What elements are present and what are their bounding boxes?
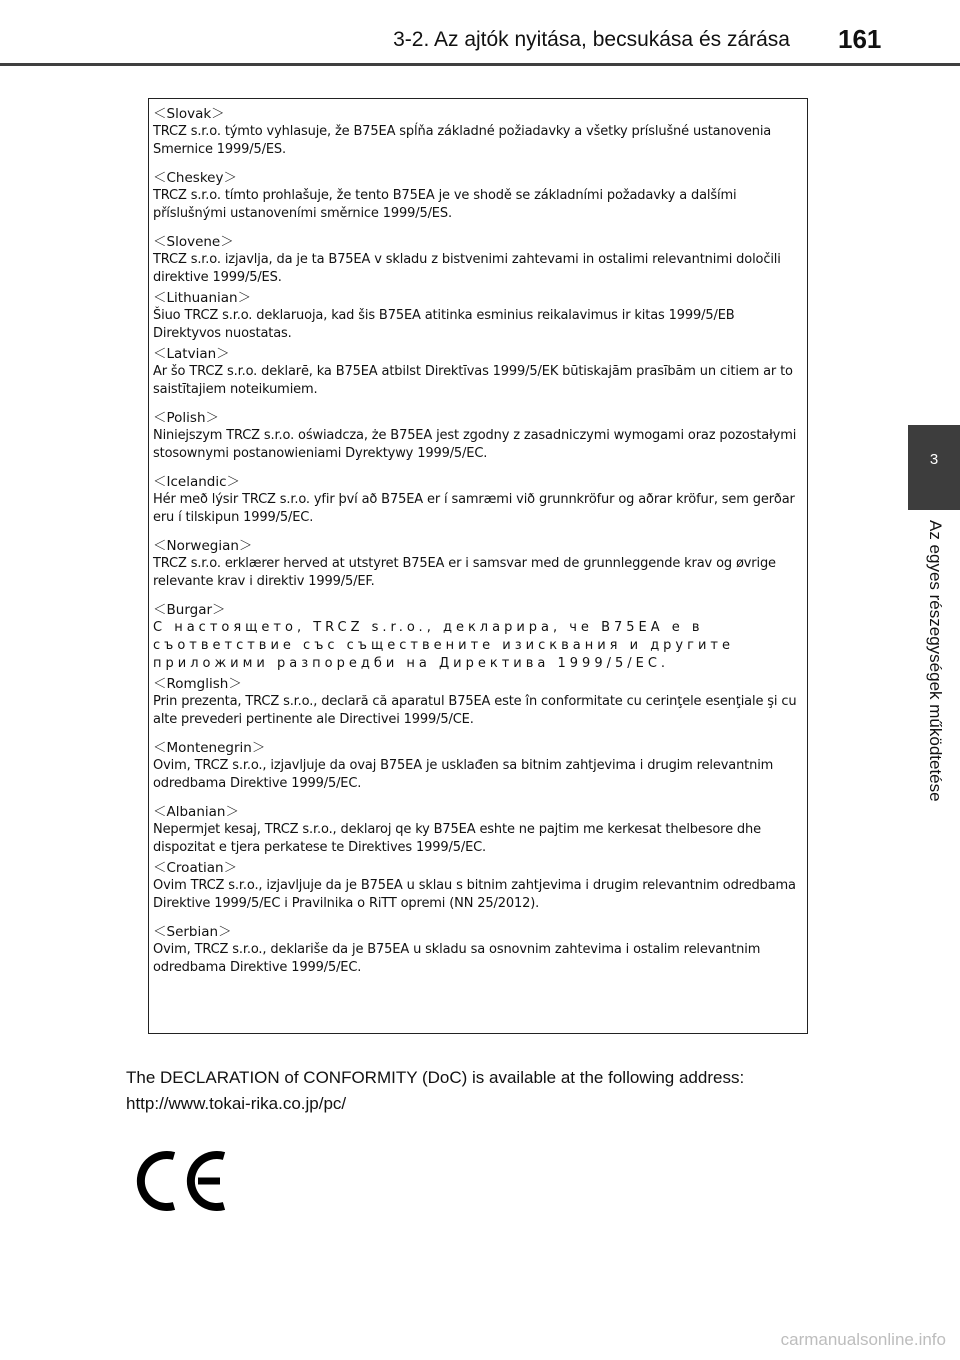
declaration-text: Nepermjet kesaj, TRCZ s.r.o., deklaroj qe ky B75EA eshte ne pajtim me kerkesat thelbesore dhe dispozitat e tjera perkatese te Direktives 1999/5/EC. bbox=[153, 822, 761, 855]
declaration-language: ＜Romglish＞ bbox=[153, 676, 242, 692]
ce-mark-icon bbox=[136, 1148, 232, 1219]
page-header-title: 3-2. Az ajtók nyitása, becsukása és zárása bbox=[393, 28, 790, 51]
declaration-language: ＜Icelandic＞ bbox=[153, 474, 241, 490]
chapter-tab bbox=[908, 425, 960, 510]
declaration-text: TRCZ s.r.o. týmto vyhlasuje, že B75EA spĺňa základné požiadavky a všetky príslušné ustanovenia Smernice 1999/5/ES. bbox=[153, 124, 772, 157]
declaration-language: ＜Albanian＞ bbox=[153, 804, 239, 820]
declaration-text: TRCZ s.r.o. tímto prohlašuje, že tento B75EA je ve shodě se základními požadavky a dalšími příslušnými ustanoveními směrnice 1999/5/ES. bbox=[153, 188, 737, 221]
declaration-language: ＜Slovene＞ bbox=[153, 234, 234, 250]
declaration-text: TRCZ s.r.o. erklærer herved at utstyret B75EA er i samsvar med de grunnleggende krav og øvrige relevante krav i direktiv 1999/5/EF. bbox=[153, 556, 776, 589]
declaration-language: ＜Lithuanian＞ bbox=[153, 290, 252, 306]
declaration-language: ＜Norwegian＞ bbox=[153, 538, 253, 554]
declaration-lithuanian bbox=[153, 289, 803, 343]
declaration-romglish bbox=[153, 675, 803, 729]
declaration-burgar bbox=[153, 601, 803, 673]
declaration-text: TRCZ s.r.o. izjavlja, da je ta B75EA v skladu z bistvenimi zahtevami in ostalimi relevantnimi določili direktive 1999/5/ES. bbox=[153, 252, 781, 285]
declaration-language: ＜Cheskey＞ bbox=[153, 170, 237, 186]
declaration-language: ＜Latvian＞ bbox=[153, 346, 230, 362]
declaration-slovak bbox=[153, 105, 803, 159]
declaration-serbian bbox=[153, 923, 803, 977]
declaration-icelandic bbox=[153, 473, 803, 527]
page-number: 161 bbox=[838, 24, 882, 54]
chapter-tab-number: 3 bbox=[929, 451, 939, 468]
declaration-language: ＜Croatian＞ bbox=[153, 860, 238, 876]
declaration-language: ＜Montenegrin＞ bbox=[153, 740, 266, 756]
declaration-latvian bbox=[153, 345, 803, 399]
declaration-polish bbox=[153, 409, 803, 463]
declaration-montenegrin bbox=[153, 739, 803, 793]
declaration-text: Niniejszym TRCZ s.r.o. oświadcza, że B75EA jest zgodny z zasadniczymi wymogami oraz pozostałymi stosownymi postanowieniami Dyrektywy 1999/5/EC. bbox=[153, 428, 797, 461]
declaration-albanian bbox=[153, 803, 803, 857]
doc-notice-text: The DECLARATION of CONFORMITY (DoC) is available at the following address: bbox=[126, 1068, 745, 1087]
watermark-text: carmanualsonline.info bbox=[780, 1330, 946, 1349]
declaration-text: Šiuo TRCZ s.r.o. deklaruoja, kad šis B75EA atitinka esminius reikalavimus ir kitas 1999/5/EB Direktyvos nuostatas. bbox=[153, 308, 735, 341]
doc-notice-url: http://www.tokai-rika.co.jp/pc/ bbox=[126, 1094, 347, 1113]
declaration-language: ＜Serbian＞ bbox=[153, 924, 232, 940]
declaration-text: С настоящето, TRCZ s.r.o., декларира, че B75EA е в съответствие със съществените изисквания и другите приложими разпоредби на Директива 1999/5/ЕС. bbox=[153, 620, 734, 671]
declaration-language: ＜Slovak＞ bbox=[153, 106, 225, 122]
declaration-croatian bbox=[153, 859, 803, 913]
chapter-side-label-wrap bbox=[913, 520, 957, 860]
header-divider bbox=[0, 63, 960, 66]
declaration-text: Ovim, TRCZ s.r.o., izjavljuje da ovaj B75EA je usklađen sa bitnim zahtjevima i drugim relevantnim odredbama Direktive 1999/5/EC. bbox=[153, 758, 774, 791]
declaration-slovene bbox=[153, 233, 803, 287]
declaration-cheskey bbox=[153, 169, 803, 223]
declaration-norwegian bbox=[153, 537, 803, 591]
declaration-language: ＜Polish＞ bbox=[153, 410, 220, 426]
declaration-text: Ar šo TRCZ s.r.o. deklarē, ka B75EA atbilst Direktīvas 1999/5/EK būtiskajām prasībām un citiem ar to saistītajiem noteikumiem. bbox=[153, 364, 793, 397]
chapter-side-label: Az egyes részegységek működtetése bbox=[926, 520, 945, 802]
declaration-language: ＜Burgar＞ bbox=[153, 602, 226, 618]
declaration-text: Prin prezenta, TRCZ s.r.o., declară că aparatul B75EA este în conformitate cu cerinţele esenţiale şi cu alte prevederi pertinente ale Directivei 1999/5/CE. bbox=[153, 694, 797, 727]
declaration-text: Hér með lýsir TRCZ s.r.o. yfir því að B75EA er í samræmi við grunnkröfur og aðrar kröfur, sem gerðar eru í tilskipun 1999/5/EC. bbox=[153, 492, 795, 525]
declarations-box bbox=[148, 98, 808, 1034]
declaration-text: Ovim TRCZ s.r.o., izjavljuje da je B75EA u sklau s bitnim zahtjevima i drugim relevantnim odredbama Direktive 1999/5/EC i Pravilnika o RiTT opremi (NN 25/2012). bbox=[153, 878, 796, 911]
declaration-text: Ovim, TRCZ s.r.o., deklariše da je B75EA u skladu sa osnovnim zahtevima i ostalim relevantnim odredbama Direktive 1999/5/EC. bbox=[153, 942, 761, 975]
